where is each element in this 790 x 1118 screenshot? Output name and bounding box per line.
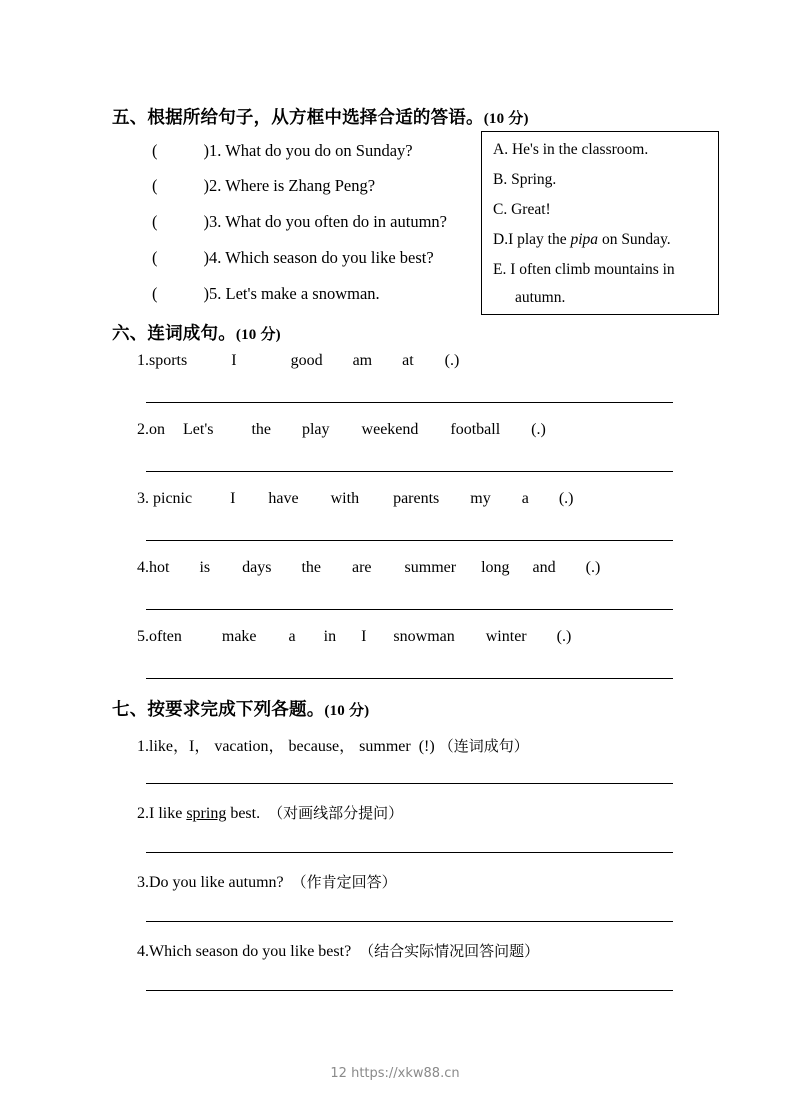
match-item[interactable] (152, 176, 375, 196)
item-number: 4. (137, 559, 149, 576)
task-instruction: （作肯定回答） (291, 873, 397, 891)
section-seven-title: 按要求完成下列各题。 (147, 699, 325, 719)
word: (.) (444, 352, 460, 369)
task-item (137, 802, 403, 823)
choice-letter: B. (493, 171, 508, 188)
item-number: 2. (137, 421, 149, 438)
item-number: 2. (137, 805, 149, 822)
task-text-post: best. (226, 805, 261, 822)
word-order-item (137, 352, 459, 370)
page-footer: 12 https://xkw88.cn (330, 1066, 460, 1081)
word: make (221, 628, 257, 645)
section-six-heading (112, 320, 281, 345)
item-number: 3. (137, 490, 149, 507)
word: in (323, 628, 337, 645)
choice-letter: E. (493, 261, 507, 278)
task-item (137, 871, 397, 892)
task-text: Which season do you like best? (149, 943, 352, 960)
word: play (301, 421, 330, 438)
choice-text: I often climb mountains in (510, 261, 675, 278)
word: on (149, 421, 165, 438)
word-order-item (137, 559, 600, 577)
answer-bracket[interactable]: ( (152, 141, 158, 160)
match-item-text: What do you do on Sunday? (225, 141, 413, 160)
word: my (470, 490, 491, 507)
answer-rule[interactable] (146, 990, 673, 991)
choice-continuation-text: autumn. (515, 289, 566, 306)
word-order-item (137, 490, 574, 508)
item-number: 5. (137, 628, 149, 645)
choice-option-b (493, 171, 556, 189)
match-item-text: Which season do you like best? (225, 248, 434, 267)
word: winter (485, 628, 527, 645)
word: a (521, 490, 529, 507)
word: have (268, 490, 299, 507)
word: Let's (183, 421, 214, 438)
match-item[interactable] (152, 212, 447, 232)
word-order-item (137, 421, 546, 439)
word: and (532, 559, 556, 576)
word: is (199, 559, 211, 576)
item-number: 1. (137, 738, 149, 755)
word: (.) (556, 628, 572, 645)
section-five-marks: (10 分) (483, 111, 529, 127)
word: am (352, 352, 373, 369)
word: good (290, 352, 323, 369)
section-seven-marks: (10 分) (324, 703, 370, 719)
choice-letter: A. (493, 141, 509, 158)
choice-option-d (493, 231, 671, 249)
answer-rule[interactable] (146, 402, 673, 403)
word: weekend (361, 421, 419, 438)
choice-option-c (493, 201, 551, 219)
match-item-text: Where is Zhang Peng? (225, 176, 376, 195)
match-item-number: 1. (209, 141, 222, 160)
match-item[interactable] (152, 141, 413, 161)
word: (.) (531, 421, 546, 438)
choice-text: Great! (511, 201, 551, 218)
match-item-number: 2. (209, 176, 222, 195)
answer-rule[interactable] (146, 921, 673, 922)
match-item-text: What do you often do in autumn? (225, 212, 447, 231)
match-item-number: 3. (209, 212, 222, 231)
task-item (137, 940, 539, 961)
item-number: 4. (137, 943, 149, 960)
answer-rule[interactable] (146, 609, 673, 610)
word-order-item (137, 628, 571, 646)
word: picnic (153, 490, 193, 507)
choice-text-post: on Sunday. (598, 231, 671, 248)
answer-choice-box (481, 131, 719, 315)
choice-option-a (493, 141, 648, 159)
item-number: 3. (137, 874, 149, 891)
choice-option-e (493, 261, 675, 279)
answer-bracket-close: ) (203, 176, 209, 195)
word: are (352, 559, 372, 576)
word: the (251, 421, 271, 438)
section-seven-number: 七、 (112, 699, 148, 719)
answer-bracket[interactable]: ( (152, 284, 158, 303)
answer-rule[interactable] (146, 852, 673, 853)
task-text: like，I， vacation， because， summer (149, 738, 411, 755)
word: often (149, 628, 182, 645)
word: I (231, 352, 237, 369)
answer-rule[interactable] (146, 783, 673, 784)
choice-text: Spring. (511, 171, 557, 188)
choice-text: He's in the classroom. (511, 141, 649, 158)
task-instruction: （对画线部分提问） (268, 804, 404, 822)
task-item (137, 733, 529, 756)
match-item-number: 5. (209, 284, 222, 303)
match-item-number: 4. (209, 248, 222, 267)
word: (.) (558, 490, 574, 507)
answer-bracket[interactable]: ( (152, 212, 158, 231)
section-five-heading (112, 104, 529, 129)
answer-bracket[interactable]: ( (152, 176, 158, 195)
section-five-number: 五、 (112, 107, 148, 127)
match-item[interactable] (152, 248, 434, 268)
answer-bracket-close: ) (203, 212, 209, 231)
word: parents (393, 490, 440, 507)
section-six-title: 连词成句。 (147, 323, 236, 343)
answer-rule[interactable] (146, 540, 673, 541)
choice-text-pre: I play the (508, 231, 571, 248)
word: sports (149, 352, 188, 369)
word: a (288, 628, 296, 645)
task-punctuation: (!) (418, 738, 435, 755)
word: snowman (393, 628, 455, 645)
answer-rule[interactable] (146, 678, 673, 679)
section-six-marks: (10 分) (235, 327, 281, 343)
choice-letter: C. (493, 201, 508, 218)
section-six-number: 六、 (112, 323, 148, 343)
section-seven-heading (112, 696, 369, 721)
word: I (361, 628, 367, 645)
word: the (301, 559, 321, 576)
word: (.) (585, 559, 601, 576)
answer-bracket-close: ) (203, 141, 209, 160)
word: with (330, 490, 360, 507)
word: days (242, 559, 272, 576)
word: at (402, 352, 414, 369)
answer-bracket[interactable]: ( (152, 248, 158, 267)
choice-option-e-continuation (515, 289, 565, 307)
item-number: 1. (137, 352, 149, 369)
word: I (230, 490, 236, 507)
word: summer (404, 559, 457, 576)
match-item[interactable] (152, 284, 380, 304)
choice-letter: D. (493, 231, 509, 248)
task-instruction: （连词成句） (438, 737, 529, 755)
word: football (450, 421, 501, 438)
word: hot (149, 559, 170, 576)
task-text-underlined: spring (186, 805, 227, 822)
answer-bracket-close: ) (203, 284, 209, 303)
answer-bracket-close: ) (203, 248, 209, 267)
choice-text-italic: pipa (570, 231, 599, 248)
task-text-pre: I like (149, 805, 187, 822)
answer-rule[interactable] (146, 471, 673, 472)
task-instruction: （结合实际情况回答问题） (359, 942, 540, 960)
word: long (481, 559, 510, 576)
task-text: Do you like autumn? (149, 874, 284, 891)
section-five-title: 根据所给句子，从方框中选择合适的答语。 (147, 107, 484, 127)
match-item-text: Let's make a snowman. (225, 284, 380, 303)
